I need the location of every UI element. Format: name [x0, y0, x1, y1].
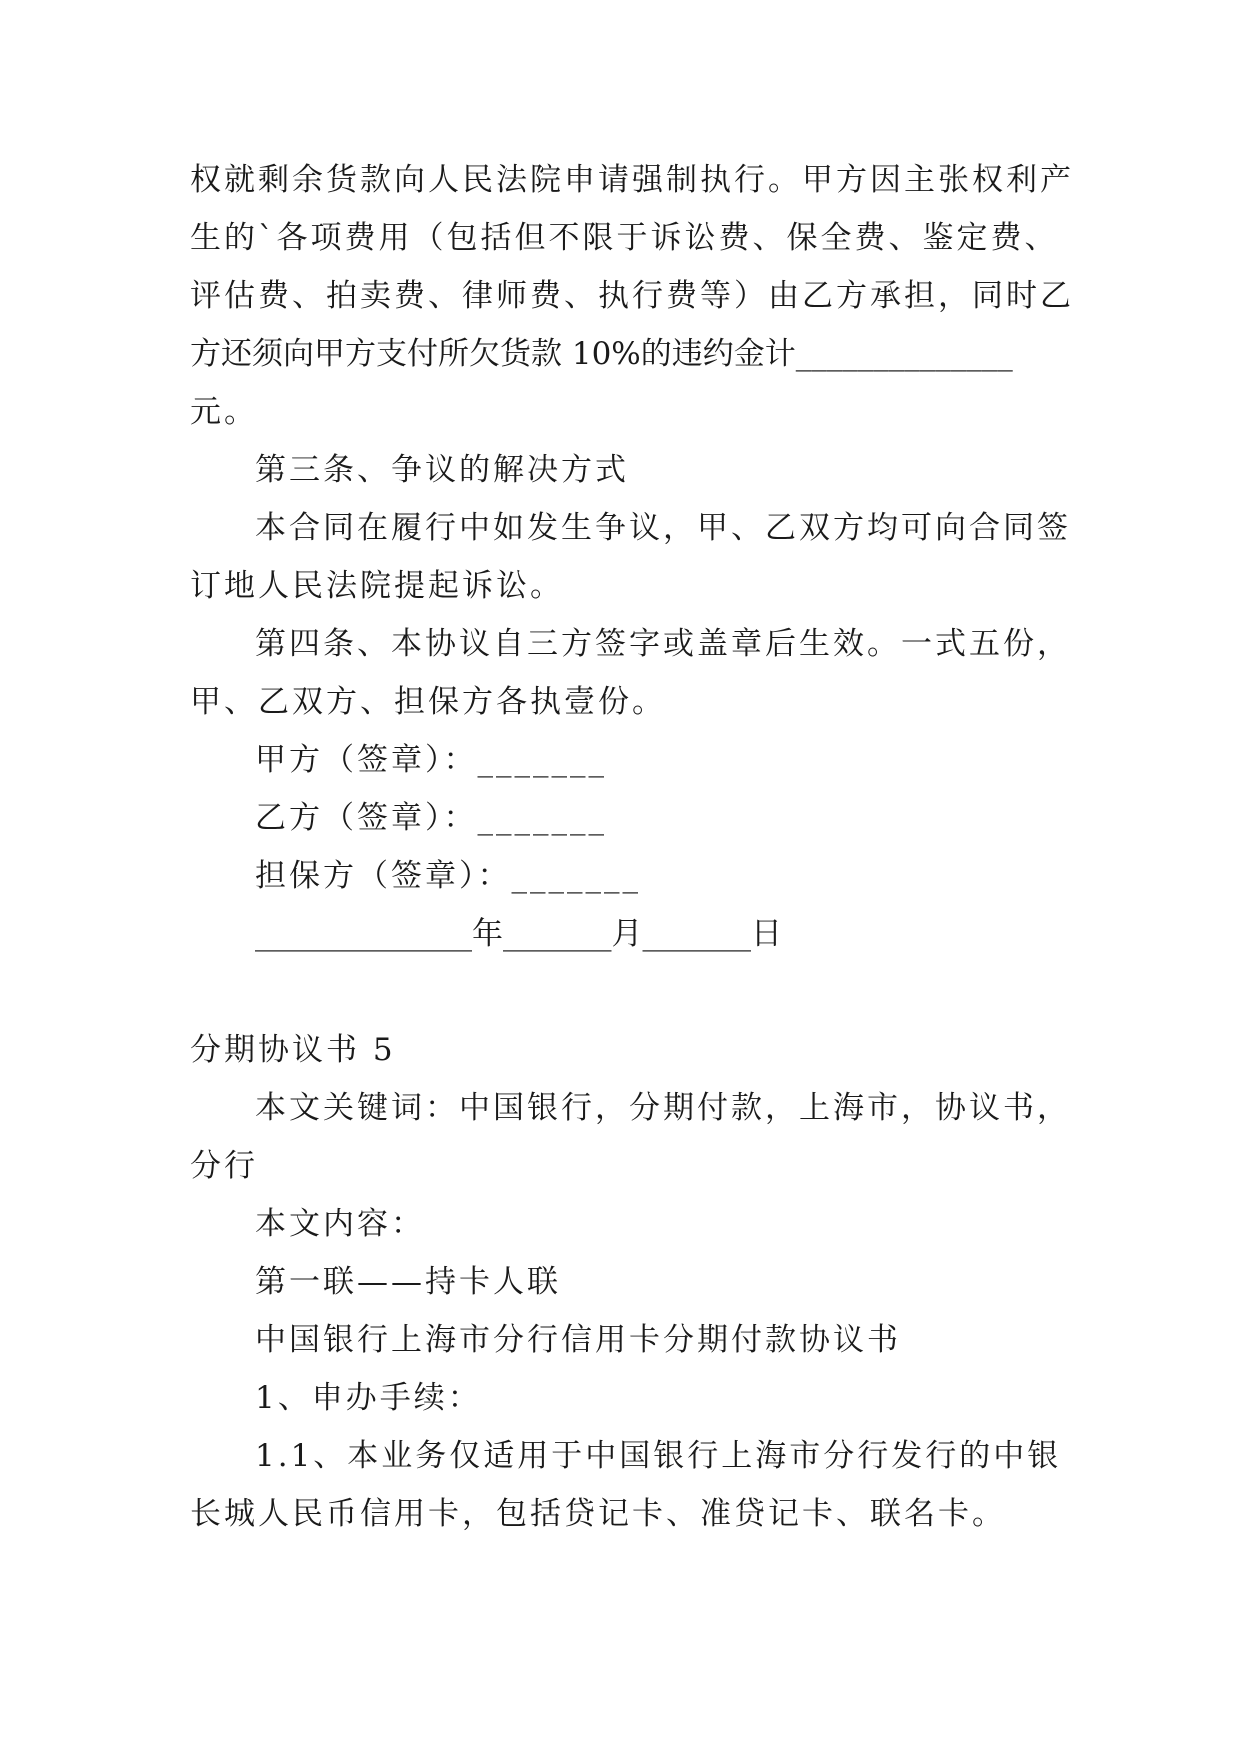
paragraph-line-2: 生的`各项费用（包括但不限于诉讼费、保全费、鉴定费、	[190, 220, 1059, 256]
agreement-title: 中国银行上海市分行信用卡分期付款协议书	[255, 1322, 901, 1358]
clause-1-1-text-1: 1.1、本业务仅适用于中国银行上海市分行发行的中银	[255, 1438, 1062, 1474]
guarantor-signature: 担保方（签章）：_______	[255, 858, 641, 894]
date-line: ______________年_______月_______日	[255, 916, 782, 952]
keywords-line-1: 本文关键词：中国银行，分期付款，上海市，协议书，	[255, 1090, 1071, 1126]
article-three-text-1: 本合同在履行中如发生争议，甲、乙双方均可向合同签	[255, 510, 1071, 546]
article-four-text-1: 第四条、本协议自三方签字或盖章后生效。一式五份，	[255, 626, 1071, 662]
keywords-line-2: 分行	[190, 1148, 258, 1184]
paragraph-line-5: 元。	[190, 394, 258, 430]
article-four-text-2: 甲、乙双方、担保方各执壹份。	[190, 684, 666, 720]
section-title: 分期协议书 5	[190, 1032, 396, 1068]
content-label: 本文内容：	[255, 1206, 425, 1242]
clause-1-1-text-2: 长城人民币信用卡，包括贷记卡、准贷记卡、联名卡。	[190, 1496, 1006, 1532]
article-three-text-2: 订地人民法院提起诉讼。	[190, 568, 564, 604]
paragraph-line-3: 评估费、拍卖费、律师费、执行费等）由乙方承担，同时乙	[190, 278, 1074, 314]
paragraph-line-4: 方还须向甲方支付所欠货款 10%的违约金计______________	[190, 336, 1013, 372]
party-b-signature: 乙方（签章）：_______	[255, 800, 607, 836]
party-a-signature: 甲方（签章）：_______	[255, 742, 607, 778]
clause-1-heading: 1、申办手续：	[255, 1380, 482, 1416]
copy-label: 第一联——持卡人联	[255, 1264, 561, 1300]
article-three-heading: 第三条、争议的解决方式	[255, 452, 629, 488]
paragraph-line-1: 权就剩余货款向人民法院申请强制执行。甲方因主张权利产	[190, 162, 1074, 198]
